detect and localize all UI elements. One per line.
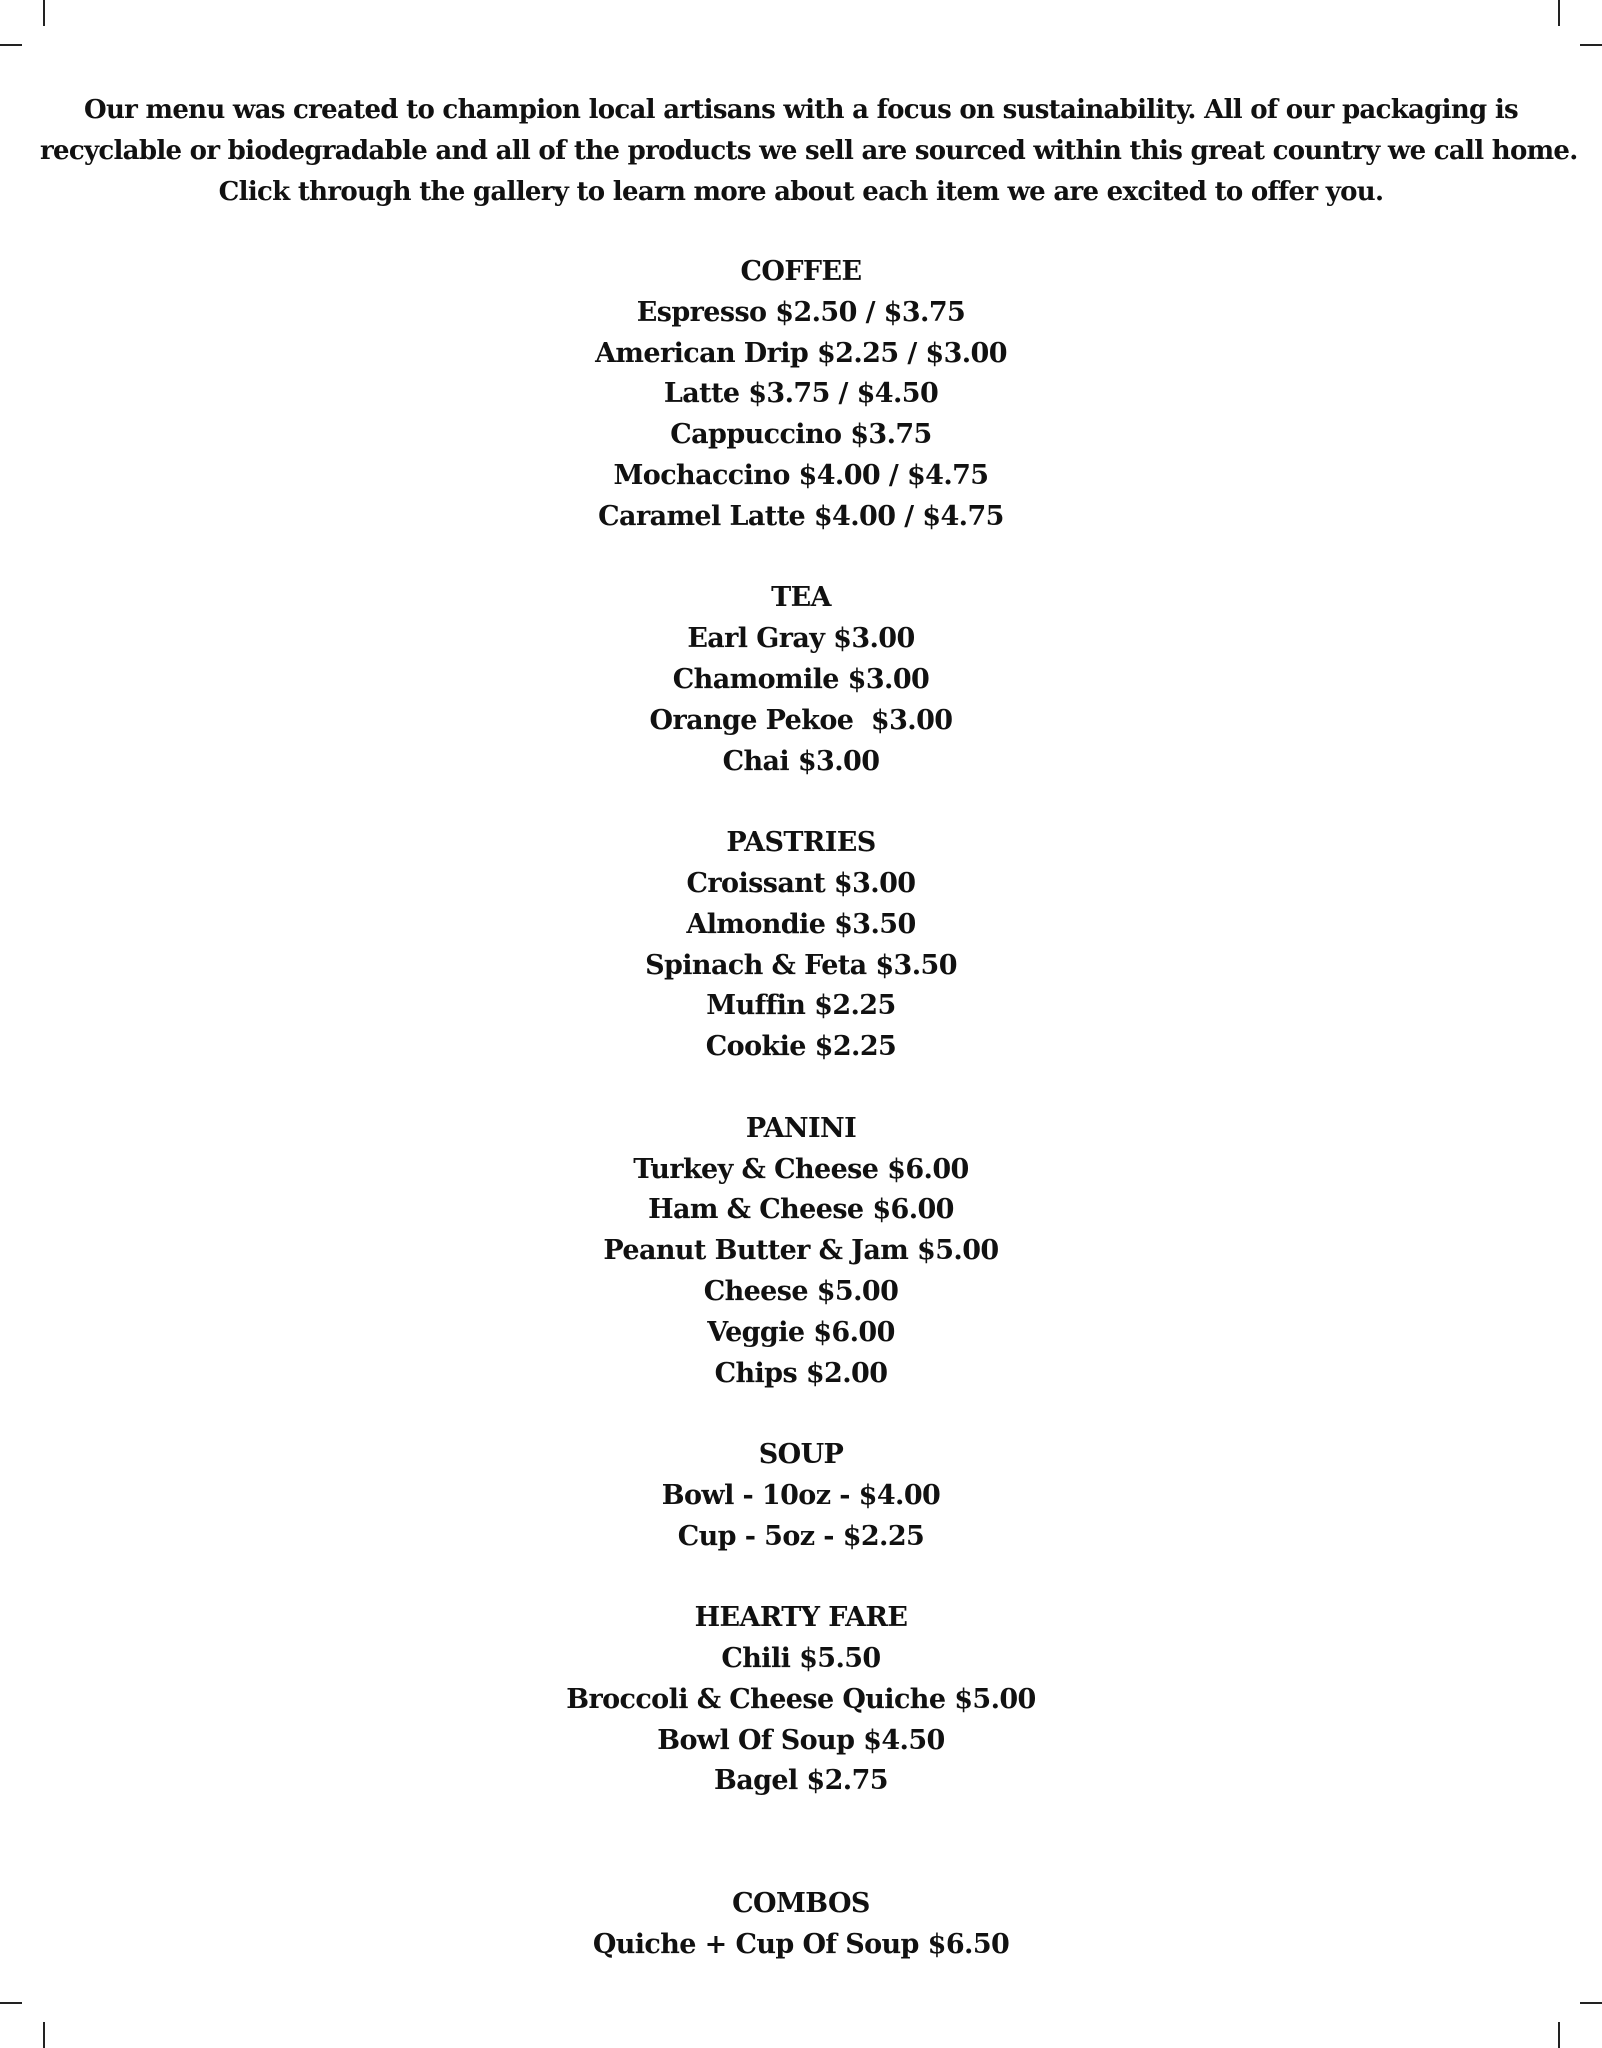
section-heading: PANINI: [745, 1112, 857, 1144]
menu-item: Cookie $2.25: [705, 1031, 897, 1063]
menu-item: American Drip $2.25 / $3.00: [595, 337, 1007, 369]
crop-mark-top-left: [43, 0, 45, 26]
menu-section-panini: [0, 1109, 1602, 1395]
menu-item: Mochaccino $4.00 / $4.75: [613, 459, 989, 491]
menu-item: Chai $3.00: [722, 745, 880, 777]
menu-item: Bowl - 10oz - $4.00: [661, 1479, 941, 1511]
menu-item: Orange Pekoe $3.00: [649, 704, 953, 736]
menu-item: Bagel $2.75: [714, 1765, 888, 1797]
menu-section-soup: [0, 1435, 1602, 1557]
intro-line: Click through the gallery to learn more about each item we are excited to offer you.: [218, 177, 1384, 207]
menu-item: Almondie $3.50: [686, 908, 916, 940]
section-heading: TEA: [771, 582, 831, 614]
section-heading: PASTRIES: [726, 827, 876, 859]
menu-item: Cup - 5oz - $2.25: [677, 1520, 925, 1552]
crop-mark-top-right: [1558, 0, 1560, 26]
menu-section-tea: [0, 578, 1602, 782]
crop-mark-top-right-horizontal: [1580, 44, 1602, 46]
menu-item: Chamomile $3.00: [672, 663, 930, 695]
intro-line: recyclable or biodegradable and all of the products we sell are sourced within this great country we call home.: [40, 136, 1578, 166]
section-heading: COMBOS: [732, 1887, 870, 1919]
menu-item: Croissant $3.00: [686, 867, 916, 899]
menu-item: Spinach & Feta $3.50: [645, 949, 957, 981]
menu-item: Turkey & Cheese $6.00: [633, 1153, 969, 1185]
menu-item: Chili $5.50: [721, 1643, 881, 1675]
crop-mark-top-left-horizontal: [0, 44, 22, 46]
menu-item: Cappuccino $3.75: [670, 419, 932, 451]
menu-item: Broccoli & Cheese Quiche $5.00: [566, 1683, 1036, 1715]
section-heading: HEARTY FARE: [694, 1602, 908, 1634]
menu-section-hearty-fare: [0, 1598, 1602, 1802]
intro-line: Our menu was created to champion local artisans with a focus on sustainability. All of our packaging is: [84, 95, 1518, 125]
crop-mark-bottom-left-horizontal: [0, 2002, 22, 2004]
menu-section-pastries: [0, 823, 1602, 1068]
crop-mark-bottom-right-horizontal: [1580, 2002, 1602, 2004]
section-heading: COFFEE: [740, 256, 862, 287]
menu-item: Ham & Cheese $6.00: [648, 1194, 954, 1226]
menu-section-combos: [0, 1884, 1602, 1966]
menu-item: Chips $2.00: [714, 1357, 888, 1389]
menu-item: Latte $3.75 / $4.50: [663, 378, 939, 410]
menu-item: Peanut Butter & Jam $5.00: [603, 1235, 999, 1267]
menu-item: Veggie $6.00: [707, 1316, 895, 1348]
menu: [0, 252, 1602, 1965]
menu-item: Muffin $2.25: [706, 990, 896, 1022]
menu-item: Bowl Of Soup $4.50: [657, 1724, 945, 1756]
section-heading: SOUP: [758, 1439, 844, 1471]
menu-item: Caramel Latte $4.00 / $4.75: [598, 500, 1004, 532]
menu-item: Earl Gray $3.00: [687, 623, 915, 655]
crop-mark-bottom-left: [43, 2022, 45, 2048]
intro-paragraph: [40, 90, 1578, 213]
menu-item: Espresso $2.50 / $3.75: [636, 296, 966, 328]
menu-section-coffee: [0, 252, 1602, 538]
menu-item: Cheese $5.00: [703, 1275, 899, 1307]
crop-mark-bottom-right: [1558, 2022, 1560, 2048]
menu-item: Quiche + Cup Of Soup $6.50: [592, 1928, 1010, 1960]
